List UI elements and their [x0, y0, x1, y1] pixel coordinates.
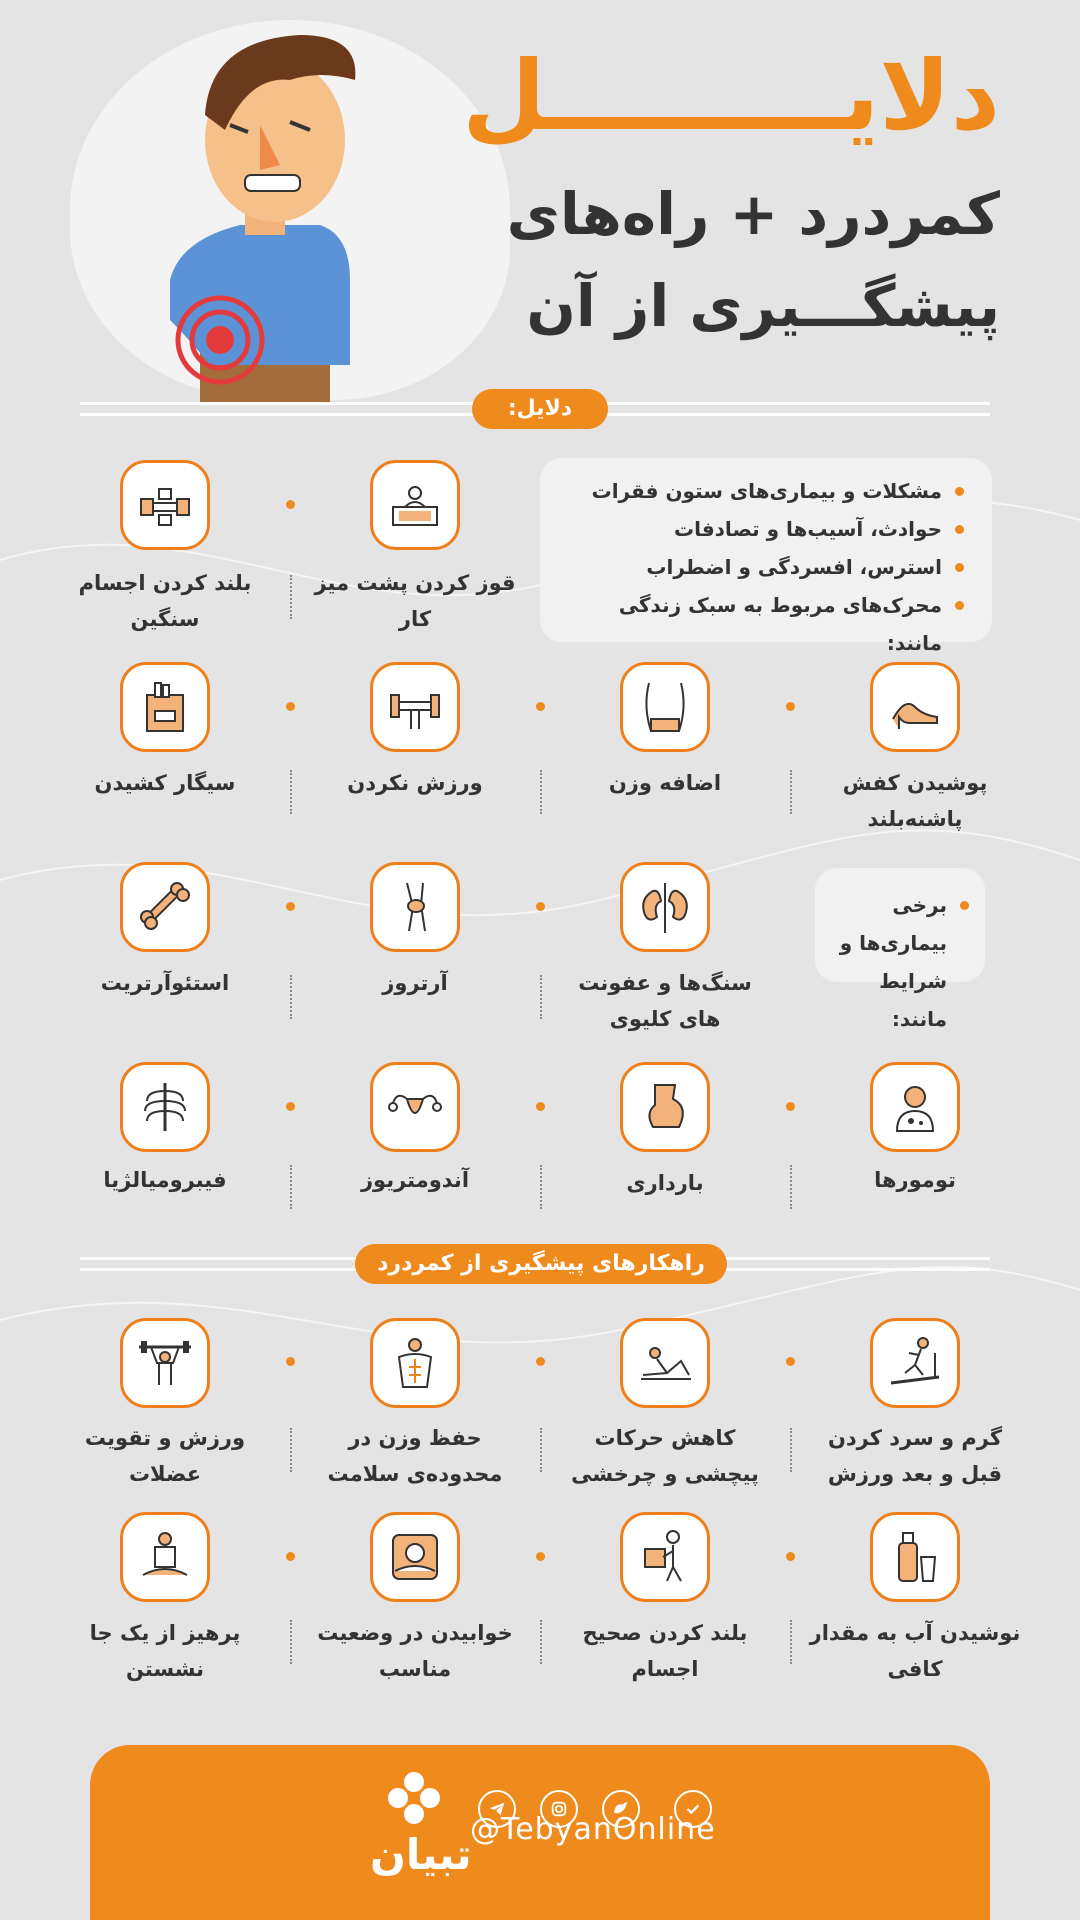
prevention-label-strength: ورزش و تقویت عضلات [84, 1426, 246, 1486]
dumbbell-icon [370, 662, 460, 752]
pregnancy-icon [620, 1062, 710, 1152]
causes-card-diseases [815, 868, 985, 1031]
cause-label-endometriosis: آندومتریوز [360, 1168, 470, 1192]
prevention-label-water: نوشیدن آب به مقدار کافی [809, 1621, 1021, 1681]
prevention-label-weight: حفظ وزن در محدوده‌ی سلامت [327, 1426, 503, 1486]
brand-name: تبیان [370, 1830, 472, 1879]
weightlifter-icon [120, 1318, 210, 1408]
row-separator [540, 770, 542, 814]
prevention-label-twisting: کاهش حرکات پیچشی و چرخشی [571, 1426, 759, 1486]
tebyan-logo-icon [378, 1768, 450, 1828]
prevention-pill: راهکارهای پیشگیری از کمردرد [355, 1244, 727, 1284]
tumor-icon [870, 1062, 960, 1152]
cause-label-tumors: تومورها [874, 1168, 956, 1192]
water-bottle-icon [870, 1512, 960, 1602]
title-line-2: کمردرد + راه‌های [506, 180, 1000, 248]
desk-worker-icon [370, 460, 460, 550]
row-dot [286, 902, 295, 911]
row-separator [790, 1165, 792, 1209]
cause-item: محرک‌های مربوط به سبک زندگی مانند: [568, 586, 964, 662]
heavy-lift-icon [120, 460, 210, 550]
row-separator [290, 975, 292, 1019]
kidney-icon [620, 862, 710, 952]
row-separator [290, 1165, 292, 1209]
row-separator [540, 1428, 542, 1472]
cause-label-heavy-lift: بلند کردن اجسام سنگین [78, 571, 252, 631]
cause-label-desk: قوز کردن پشت میز کار [314, 571, 516, 631]
situp-icon [620, 1318, 710, 1408]
overweight-icon [620, 662, 710, 752]
cause-item: مشکلات و بیماری‌های ستون فقرات [568, 472, 964, 510]
cause-label-kidney: سنگ‌ها و عفونت های کلیوی [578, 971, 752, 1031]
cause-label-heels: پوشیدن کفش پاشنه‌بلند [842, 771, 988, 831]
cause-label-osteoarthritis: استئوآرتریت [100, 971, 230, 995]
ribcage-icon [120, 1062, 210, 1152]
cause-label-fibromyalgia: فیبرومیالژیا [103, 1168, 227, 1192]
cause-label-no-exercise: ورزش نکردن [347, 771, 483, 795]
row-separator [540, 975, 542, 1019]
cause-item: برخی بیماری‌ها و شرایط مانند: [831, 886, 969, 1038]
sleep-icon [370, 1512, 460, 1602]
prevention-label-sitting: پرهیز از یک جا نشستن [89, 1621, 241, 1681]
row-separator [290, 1620, 292, 1664]
social-handle[interactable]: @TebyanOnline [470, 1812, 716, 1847]
row-separator [790, 1620, 792, 1664]
knee-icon [370, 862, 460, 952]
row-dot [786, 1357, 795, 1366]
cause-label-overweight: اضافه وزن [608, 771, 722, 795]
row-dot [536, 1102, 545, 1111]
row-dot [286, 500, 295, 509]
sitting-icon [120, 1512, 210, 1602]
row-separator [290, 1428, 292, 1472]
title-line-3: پیشگـــیری از آن [526, 272, 1000, 340]
row-separator [290, 770, 292, 814]
cigarette-icon [120, 662, 210, 752]
cause-label-pregnancy: بارداری [626, 1171, 704, 1195]
high-heel-icon [870, 662, 960, 752]
row-dot [286, 1102, 295, 1111]
cause-item: حوادث، آسیب‌ها و تصادفات [568, 510, 964, 548]
prevention-label-sleep: خوابیدن در وضعیت مناسب [317, 1621, 513, 1681]
row-separator [790, 1428, 792, 1472]
row-separator [290, 575, 292, 619]
row-separator [540, 1620, 542, 1664]
row-dot [536, 1552, 545, 1561]
row-dot [536, 702, 545, 711]
prevention-label-lifting: بلند کردن صحیح اجسام [582, 1621, 748, 1681]
back-pain-man-illustration [150, 20, 380, 405]
treadmill-icon [870, 1318, 960, 1408]
cause-label-smoking: سیگار کشیدن [94, 771, 236, 795]
row-dot [786, 1102, 795, 1111]
cause-label-arthrosis: آرتروز [382, 971, 448, 995]
prevention-label-warmup: گرم و سرد کردن قبل و بعد ورزش [827, 1426, 1003, 1486]
row-dot [786, 1552, 795, 1561]
row-separator [540, 1165, 542, 1209]
row-separator [790, 770, 792, 814]
row-dot [286, 702, 295, 711]
row-dot [286, 1552, 295, 1561]
body-icon [370, 1318, 460, 1408]
row-dot [536, 1357, 545, 1366]
bone-icon [120, 862, 210, 952]
row-dot [536, 902, 545, 911]
cause-item: استرس، افسردگی و اضطراب [568, 548, 964, 586]
box-carry-icon [620, 1512, 710, 1602]
causes-card-lifestyle [540, 458, 992, 655]
row-dot [786, 702, 795, 711]
causes-pill: دلایل: [472, 389, 608, 429]
uterus-icon [370, 1062, 460, 1152]
title-main: دلایـــــــــل [462, 40, 1000, 152]
row-dot [286, 1357, 295, 1366]
